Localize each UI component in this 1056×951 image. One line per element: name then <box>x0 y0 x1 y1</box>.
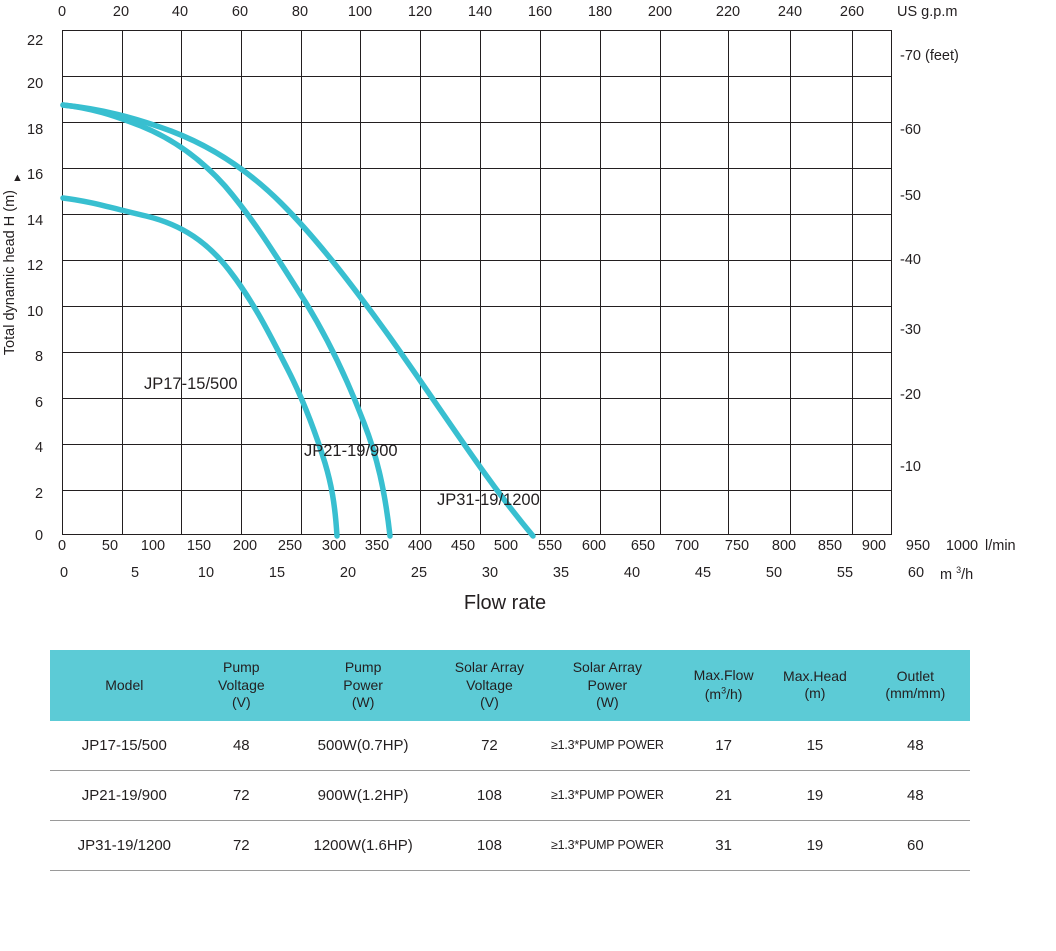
bottom-tick-lpm-850: 850 <box>817 538 843 554</box>
left-tick-14: 14 <box>27 213 44 229</box>
bottom-tick-m3h-15: 15 <box>268 565 286 581</box>
col-pump-voltage: Pump Voltage (V) <box>199 650 284 721</box>
col-pump-power: Pump Power (W) <box>284 650 442 721</box>
curve-jp21-19-900 <box>63 105 390 536</box>
y-axis-arrow-icon: ▲ <box>12 172 23 184</box>
bottom-tick-m3h-45: 45 <box>694 565 712 581</box>
top-tick-220: 220 <box>715 4 741 20</box>
bottom-tick-lpm-700: 700 <box>674 538 700 554</box>
bottom-tick-m3h-20: 20 <box>339 565 357 581</box>
cell-max-flow: 21 <box>678 770 769 820</box>
col-solar-voltage: Solar Array Voltage (V) <box>442 650 536 721</box>
top-tick-40: 40 <box>171 4 189 20</box>
bottom-tick-m3h-35: 35 <box>552 565 570 581</box>
bottom-tick-m3h-60: 60 <box>907 565 925 581</box>
col-max-head: Max.Head (m) <box>769 650 861 721</box>
right-tick-30: -30 <box>900 322 921 338</box>
bottom-tick-lpm-250: 250 <box>277 538 303 554</box>
top-tick-120: 120 <box>407 4 433 20</box>
bottom-tick-m3h-55: 55 <box>836 565 854 581</box>
cell-solar-voltage: 108 <box>442 820 536 870</box>
curve-annotation-jp17: JP17-15/500 <box>144 375 238 393</box>
bottom-tick-m3h-5: 5 <box>130 565 140 581</box>
col-model: Model <box>50 650 199 721</box>
left-tick-22: 22 <box>27 33 44 49</box>
left-tick-4: 4 <box>35 440 44 456</box>
top-tick-60: 60 <box>231 4 249 20</box>
left-tick-12: 12 <box>27 258 44 274</box>
bottom-tick-lpm-650: 650 <box>630 538 656 554</box>
bottom-tick-lpm-0: 0 <box>57 538 67 554</box>
bottom-tick-m3h-40: 40 <box>623 565 641 581</box>
cell-outlet: 60 <box>861 820 970 870</box>
bottom-tick-m3h-0: 0 <box>59 565 69 581</box>
left-tick-20: 20 <box>27 76 44 92</box>
bottom-tick-lpm-200: 200 <box>232 538 258 554</box>
cell-max-head: 15 <box>769 721 861 771</box>
top-tick-0: 0 <box>57 4 67 20</box>
left-tick-10: 10 <box>27 304 44 320</box>
curve-annotation-jp31: JP31-19/1200 <box>437 491 540 509</box>
right-tick-70: -70 (feet) <box>900 48 959 64</box>
cell-max-head: 19 <box>769 820 861 870</box>
left-tick-18: 18 <box>27 122 44 138</box>
bottom-tick-lpm-100: 100 <box>140 538 166 554</box>
table-row <box>50 820 970 870</box>
bottom-tick-m3h-10: 10 <box>197 565 215 581</box>
top-axis-unit: US g.p.m <box>897 4 958 20</box>
right-tick-10: -10 <box>900 459 921 475</box>
bottom-tick-lpm-450: 450 <box>450 538 476 554</box>
col-max-flow: Max.Flow $(m^3/h)$ <box>678 650 769 721</box>
bottom-tick-lpm-600: 600 <box>581 538 607 554</box>
cell-pump-power: 1200W(1.6HP) <box>284 820 442 870</box>
curve-jp17-15-500 <box>63 198 337 536</box>
cell-pump-power: 900W(1.2HP) <box>284 770 442 820</box>
col-solar-power: Solar Array Power (W) <box>537 650 678 721</box>
bottom-primary-unit: l/min <box>985 538 1016 554</box>
right-tick-20: -20 <box>900 387 921 403</box>
cell-max-head: 19 <box>769 770 861 820</box>
bottom-tick-m3h-25: 25 <box>410 565 428 581</box>
cell-solar-power: ≥1.3*PUMP POWER <box>537 770 678 820</box>
top-tick-80: 80 <box>291 4 309 20</box>
bottom-tick-lpm-1000: 1000 <box>945 538 979 554</box>
table-row <box>50 770 970 820</box>
bottom-secondary-unit: m $^3$/h <box>940 565 974 583</box>
left-tick-6: 6 <box>35 395 44 411</box>
top-tick-20: 20 <box>112 4 130 20</box>
bottom-tick-lpm-750: 750 <box>724 538 750 554</box>
top-tick-100: 100 <box>347 4 373 20</box>
cell-solar-power: ≥1.3*PUMP POWER <box>537 721 678 771</box>
right-tick-40: -40 <box>900 252 921 268</box>
cell-pump-power: 500W(0.7HP) <box>284 721 442 771</box>
left-tick-16: 16 <box>27 167 44 183</box>
cell-max-flow: 17 <box>678 721 769 771</box>
cell-solar-power: ≥1.3*PUMP POWER <box>537 820 678 870</box>
top-tick-240: 240 <box>777 4 803 20</box>
cell-pump-voltage: 72 <box>199 820 284 870</box>
right-tick-50: -50 <box>900 188 921 204</box>
bottom-tick-lpm-900: 900 <box>861 538 887 554</box>
cell-model: JP17-15/500 <box>50 721 199 771</box>
table-header-row <box>50 650 970 721</box>
cell-outlet: 48 <box>861 721 970 771</box>
bottom-tick-lpm-150: 150 <box>186 538 212 554</box>
cell-solar-voltage: 72 <box>442 721 536 771</box>
x-axis-title: Flow rate <box>463 592 547 614</box>
bottom-tick-lpm-50: 50 <box>101 538 119 554</box>
chart-plot-area <box>62 30 892 535</box>
bottom-tick-lpm-400: 400 <box>407 538 433 554</box>
top-tick-140: 140 <box>467 4 493 20</box>
cell-outlet: 48 <box>861 770 970 820</box>
curve-annotation-jp21: JP21-19/900 <box>304 442 398 460</box>
table-row <box>50 721 970 771</box>
y-axis-title: Total dynamic head H (m) <box>2 190 18 356</box>
col-outlet: Outlet (mm/mm) <box>861 650 970 721</box>
right-tick-60: -60 <box>900 122 921 138</box>
cell-model: JP21-19/900 <box>50 770 199 820</box>
curve-jp31-19-1200 <box>63 105 533 536</box>
bottom-tick-lpm-350: 350 <box>364 538 390 554</box>
bottom-tick-m3h-30: 30 <box>481 565 499 581</box>
top-tick-160: 160 <box>527 4 553 20</box>
cell-solar-voltage: 108 <box>442 770 536 820</box>
top-tick-180: 180 <box>587 4 613 20</box>
cell-pump-voltage: 48 <box>199 721 284 771</box>
bottom-tick-m3h-50: 50 <box>765 565 783 581</box>
chart-grid <box>62 30 892 535</box>
bottom-tick-lpm-300: 300 <box>321 538 347 554</box>
left-tick-8: 8 <box>35 349 44 365</box>
top-tick-260: 260 <box>839 4 865 20</box>
curve-group <box>63 31 893 536</box>
cell-model: JP31-19/1200 <box>50 820 199 870</box>
bottom-tick-lpm-550: 550 <box>537 538 563 554</box>
bottom-tick-lpm-800: 800 <box>771 538 797 554</box>
specification-table <box>50 650 970 871</box>
left-tick-2: 2 <box>35 486 44 502</box>
top-tick-200: 200 <box>647 4 673 20</box>
cell-max-flow: 31 <box>678 820 769 870</box>
left-tick-0: 0 <box>35 528 44 544</box>
cell-pump-voltage: 72 <box>199 770 284 820</box>
bottom-tick-lpm-950: 950 <box>905 538 931 554</box>
bottom-tick-lpm-500: 500 <box>493 538 519 554</box>
